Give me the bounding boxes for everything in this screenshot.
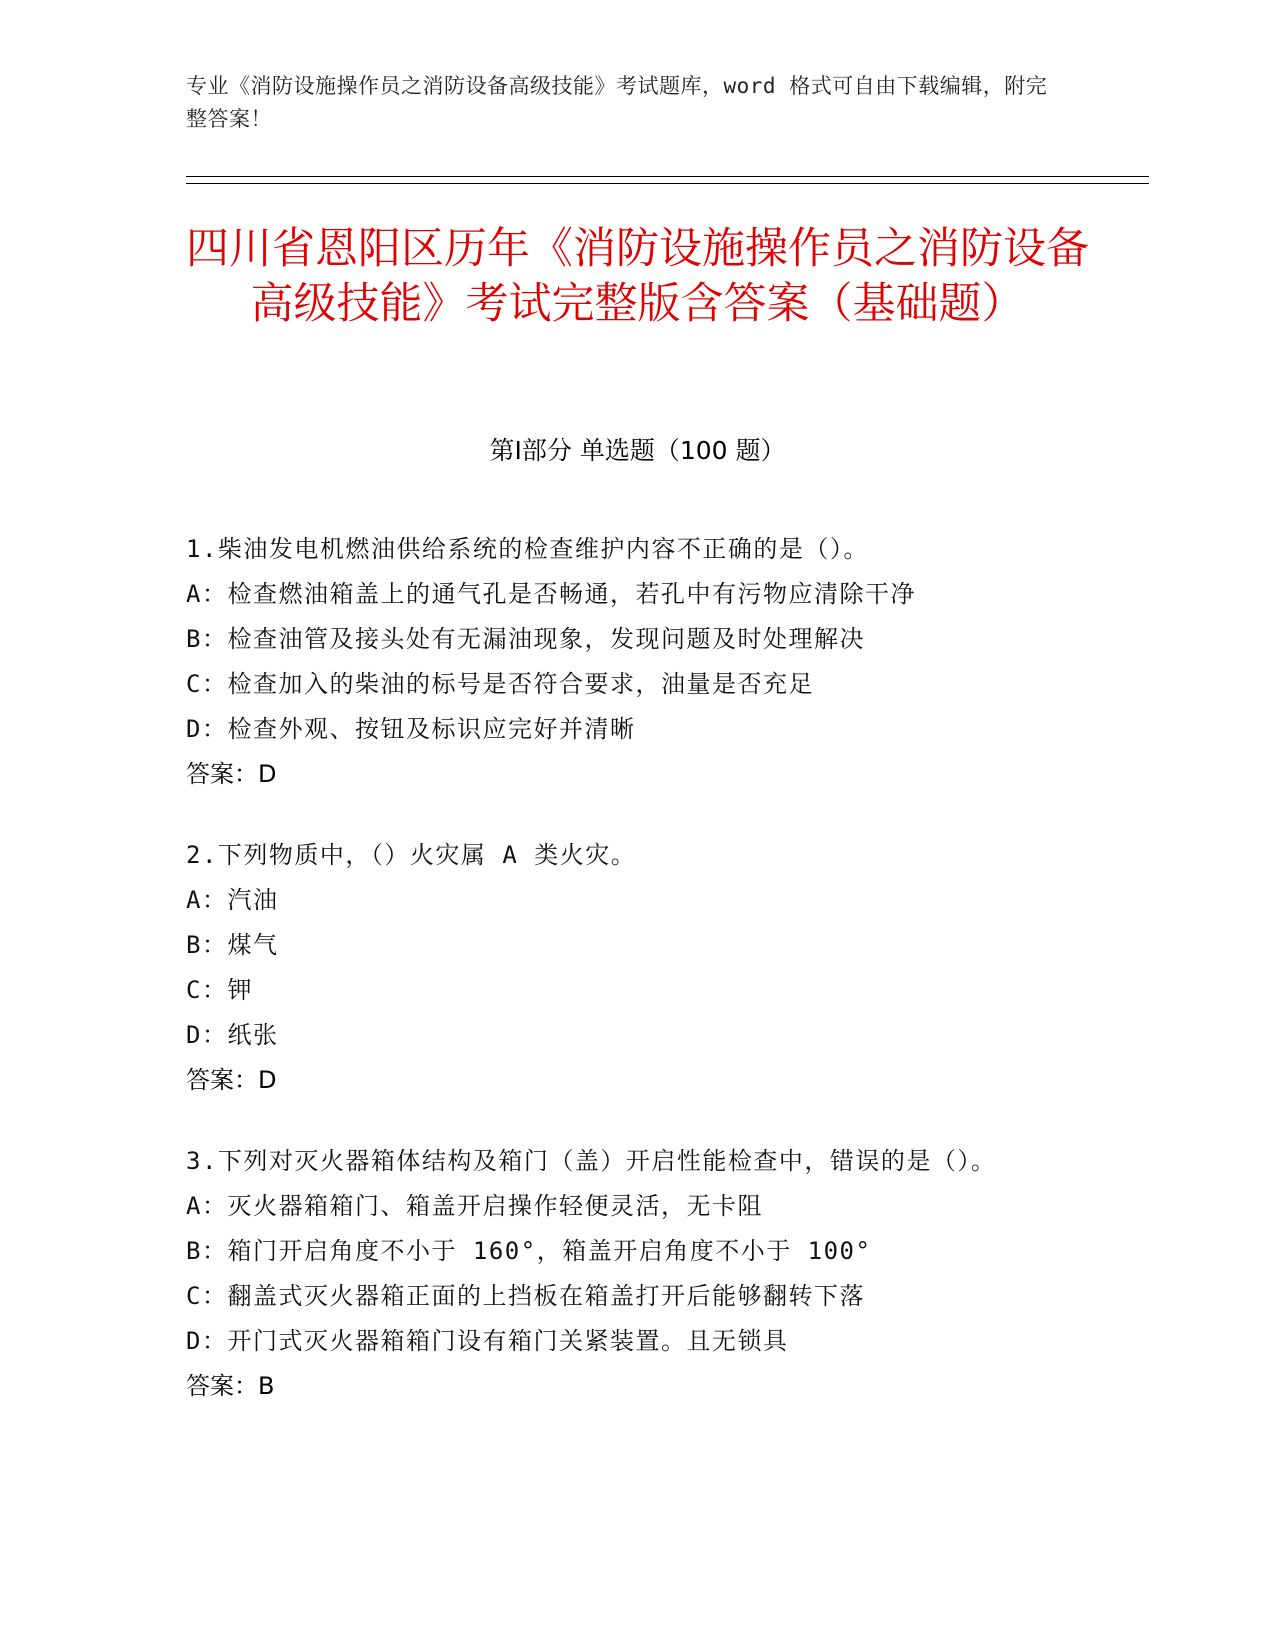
question-stem: 1.柴油发电机燃油供给系统的检查维护内容不正确的是（）。 [186, 535, 869, 563]
option-c: C：检查加入的柴油的标号是否符合要求，油量是否充足 [186, 670, 814, 698]
option-c: C：钾 [186, 976, 253, 1004]
answer: 答案：D [186, 1066, 277, 1094]
option-a: A：检查燃油箱盖上的通气孔是否畅通，若孔中有污物应清除干净 [186, 580, 916, 608]
answer: 答案：D [186, 760, 277, 788]
option-b: B：箱门开启角度不小于 160°，箱盖开启角度不小于 100° [186, 1237, 872, 1265]
answer: 答案：B [186, 1372, 275, 1400]
option-d: D：纸张 [186, 1021, 279, 1049]
header-rule-bottom [186, 183, 1149, 184]
header-rule-top [186, 176, 1149, 177]
option-b: B：煤气 [186, 931, 279, 959]
question-2 [186, 833, 1066, 1103]
question-stem: 3.下列对灭火器箱体结构及箱门（盖）开启性能检查中，错误的是（）。 [186, 1147, 997, 1175]
option-a: A：灭火器箱箱门、箱盖开启操作轻便灵活，无卡阻 [186, 1192, 763, 1220]
option-d: D：检查外观、按钮及标识应完好并清晰 [186, 715, 636, 743]
question-stem: 2.下列物质中，（）火灾属 A 类火灾。 [186, 841, 637, 869]
option-b: B：检查油管及接头处有无漏油现象，发现问题及时处理解决 [186, 625, 865, 653]
question-1 [186, 527, 1066, 797]
option-a: A：汽油 [186, 886, 279, 914]
header-note: 专业《消防设施操作员之消防设备高级技能》考试题库，word 格式可自由下载编辑，附完整答案！ [186, 74, 1048, 131]
option-d: D：开门式灭火器箱箱门设有箱门关紧装置。且无锁具 [186, 1327, 789, 1355]
option-c: C：翻盖式灭火器箱正面的上挡板在箱盖打开后能够翻转下落 [186, 1282, 865, 1310]
section-title: 第Ⅰ部分 单选题（100 题） [489, 436, 786, 465]
question-3 [186, 1139, 1066, 1409]
document-title: 四川省恩阳区历年《消防设施操作员之消防设备高级技能》考试完整版含答案（基础题） [186, 224, 1089, 329]
question-list [186, 527, 1066, 1445]
